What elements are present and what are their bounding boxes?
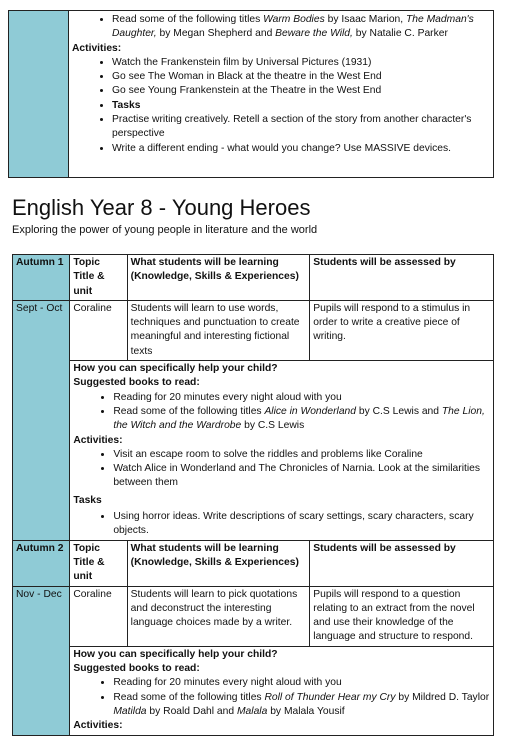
list-item: • Read some of the following titles Roll of Thunder Hear my Cry by Mildred D. Taylor Matilda by Roald Dahl and Malala by Malala Yousif <box>113 691 490 720</box>
list-item: • Read some of the following titles Warm Bodies by Isaac Marion, The Madman's Daughter, by Megan Shepherd and Beware the Wild, by Natalie C. Parker <box>112 13 490 42</box>
dates-cell: Nov - Dec <box>13 586 70 735</box>
table-row <box>13 540 494 586</box>
topic-cell: Coraline <box>70 586 127 646</box>
tasks-label: • Tasks <box>112 99 490 113</box>
books-list <box>73 676 490 719</box>
term-label: Autumn 2 <box>13 540 70 586</box>
table-row <box>13 255 494 301</box>
help-cell <box>70 646 494 735</box>
books-list <box>73 391 490 434</box>
previous-unit-continuation <box>8 10 494 178</box>
activities-list <box>73 448 490 491</box>
help-label: How you can specifically help your child? <box>73 363 278 375</box>
list-item: • Reading for 20 minutes every night aloud with you <box>113 676 490 690</box>
header-learning: What students will be learning (Knowledge, Skills & Experiences) <box>127 255 310 301</box>
books-label: Suggested books to read: <box>73 377 200 389</box>
list-item: • Write a different ending - what would you change? Use MASSIVE devices. <box>112 142 490 156</box>
help-cell <box>69 11 494 178</box>
learning-cell: Students will learn to use words, techniques and punctuation to create meaningful and interesting fictional texts <box>127 300 310 360</box>
table-row <box>13 361 494 541</box>
page-title: English Year 8 - Young Heroes <box>12 195 311 220</box>
list-item: • Practise writing creatively. Retell a section of the story from another character's perspective <box>112 113 490 142</box>
list-item: • Go see Young Frankenstein at the Theatre in the West End <box>112 84 490 98</box>
topic-cell: Coraline <box>70 300 127 360</box>
table-row <box>13 300 494 360</box>
activities-label: Activities: <box>73 720 123 732</box>
activities-list <box>72 56 490 156</box>
list-item: • Visit an escape room to solve the riddles and problems like Coraline <box>113 448 490 462</box>
activities-label: Activities: <box>73 434 123 446</box>
books-label: Suggested books to read: <box>73 663 200 675</box>
assessed-cell: Pupils will respond to a question relating to an extract from the novel and use their knowledge of the language and structure to respond. <box>310 586 494 646</box>
help-label: How you can specifically help your child? <box>73 648 278 660</box>
table-row <box>13 586 494 646</box>
dates-cell: Sept - Oct <box>13 300 70 540</box>
list-item: • Watch Alice in Wonderland and The Chronicles of Narnia. Look at the similarities between them <box>113 462 490 491</box>
tasks-label: Tasks <box>73 494 102 506</box>
header-topic: Topic Title & unit <box>70 540 127 586</box>
list-item: • Using horror ideas. Write descriptions of scary settings, scary characters, scary objects. <box>113 510 490 539</box>
learning-cell: Students will learn to pick quotations and deconstruct the interesting language choices made by a writer. <box>127 586 310 646</box>
header-topic: Topic Title & unit <box>70 255 127 301</box>
books-list <box>72 13 490 42</box>
help-cell <box>70 361 494 541</box>
term-label: Autumn 1 <box>13 255 70 301</box>
header-learning: What students will be learning (Knowledge, Skills & Experiences) <box>127 540 310 586</box>
unit-table <box>12 254 494 736</box>
header-assessed: Students will be assessed by <box>310 540 494 586</box>
list-item: • Reading for 20 minutes every night aloud with you <box>113 391 490 405</box>
activities-label: Activities: <box>72 42 122 54</box>
list-item: • Read some of the following titles Alice in Wonderland by C.S Lewis and The Lion, the Witch and the Wardrobe by C.S Lewis <box>113 405 490 434</box>
term-cell <box>9 11 69 178</box>
header-assessed: Students will be assessed by <box>310 255 494 301</box>
page-subtitle: Exploring the power of young people in literature and the world <box>12 224 318 236</box>
tasks-list <box>73 510 490 539</box>
list-item: • Watch the Frankenstein film by Universal Pictures (1931) <box>112 56 490 70</box>
assessed-cell: Pupils will respond to a stimulus in order to write a creative piece of writing. <box>310 300 494 360</box>
list-item: • Go see The Woman in Black at the theatre in the West End <box>112 70 490 84</box>
table-row <box>13 646 494 735</box>
